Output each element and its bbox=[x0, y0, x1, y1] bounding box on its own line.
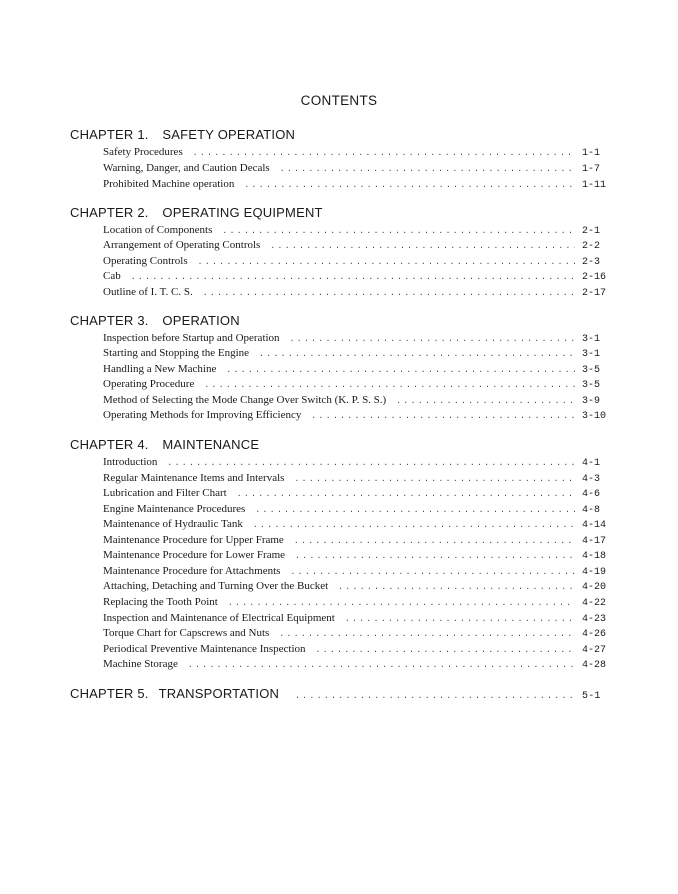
toc-entry-label: Method of Selecting the Mode Change Over Switch (K. P. S. S.) bbox=[103, 394, 387, 406]
toc-entry[interactable] bbox=[103, 596, 606, 611]
toc-entry[interactable] bbox=[103, 612, 606, 627]
toc-entry-label: Operating Methods for Improving Efficiency bbox=[103, 409, 302, 421]
toc-page-number: 4-8 bbox=[582, 505, 601, 516]
toc-entry[interactable] bbox=[103, 487, 606, 502]
dot-leader bbox=[338, 583, 575, 592]
toc-page-number: 2-17 bbox=[581, 288, 606, 299]
toc-page-number: 4-17 bbox=[581, 536, 606, 547]
toc-entry-label: Maintenance Procedure for Attachments bbox=[103, 565, 281, 577]
toc-entry-label: Inspection and Maintenance of Electrical Equipment bbox=[103, 612, 335, 624]
dot-leader bbox=[345, 615, 575, 624]
toc-page-number: 1-1 bbox=[582, 148, 601, 159]
toc-page-number: 3-5 bbox=[582, 380, 601, 391]
dot-leader bbox=[396, 397, 575, 406]
dot-leader bbox=[228, 599, 575, 608]
toc-entry-label: Regular Maintenance Items and Intervals bbox=[103, 472, 285, 484]
toc-entry[interactable] bbox=[103, 456, 606, 471]
chapter-number: CHAPTER 4. bbox=[70, 437, 149, 452]
toc-entry[interactable] bbox=[103, 146, 606, 161]
toc-page-number: 4-27 bbox=[581, 645, 606, 656]
toc-entry[interactable] bbox=[103, 378, 606, 393]
chapter-number: CHAPTER 1. bbox=[70, 127, 149, 142]
toc-page-number: 2-1 bbox=[582, 226, 601, 237]
toc-page-number: 1-7 bbox=[582, 164, 601, 175]
dot-leader bbox=[244, 181, 575, 190]
toc-entry[interactable] bbox=[103, 534, 606, 549]
toc-entry-label: Starting and Stopping the Engine bbox=[103, 347, 250, 359]
toc-page-number: 4-28 bbox=[581, 660, 606, 671]
chapter-title: OPERATING EQUIPMENT bbox=[162, 205, 323, 220]
dot-leader bbox=[280, 165, 575, 174]
toc-entry[interactable] bbox=[103, 643, 606, 658]
toc-entry-label: Attaching, Detaching and Turning Over the Bucket bbox=[103, 580, 329, 592]
toc-entry-label: Handling a New Machine bbox=[103, 363, 217, 375]
toc-entry-label: Torque Chart for Capscrews and Nuts bbox=[103, 627, 270, 639]
toc-page-number: 3-1 bbox=[582, 349, 601, 360]
toc-entry-label: Replacing the Tooth Point bbox=[103, 596, 218, 608]
toc-entry[interactable] bbox=[103, 363, 606, 378]
toc-entry[interactable] bbox=[103, 627, 606, 642]
dot-leader bbox=[204, 381, 575, 390]
dot-leader bbox=[226, 366, 575, 375]
dot-leader bbox=[311, 412, 575, 421]
toc-entry-label: Operating Procedure bbox=[103, 378, 195, 390]
toc-entry-label: Maintenance Procedure for Lower Frame bbox=[103, 549, 286, 561]
toc-entry[interactable] bbox=[103, 178, 606, 193]
dot-leader bbox=[295, 692, 575, 701]
toc-page-number: 4-20 bbox=[581, 582, 606, 593]
dot-leader bbox=[167, 459, 575, 468]
toc-entry[interactable] bbox=[103, 332, 606, 347]
toc-page-number: 3-10 bbox=[581, 411, 606, 422]
toc-entry-label: Machine Storage bbox=[103, 658, 178, 670]
toc-entry-label: Warning, Danger, and Caution Decals bbox=[103, 162, 270, 174]
dot-leader bbox=[203, 289, 575, 298]
toc-entry[interactable] bbox=[103, 347, 606, 362]
toc-entry-label: Maintenance Procedure for Upper Frame bbox=[103, 534, 284, 546]
toc-entry[interactable] bbox=[103, 580, 606, 595]
chapter-title: MAINTENANCE bbox=[162, 437, 260, 452]
toc-page-number: 4-14 bbox=[581, 520, 606, 531]
chapter-heading bbox=[70, 205, 610, 220]
dot-leader bbox=[253, 521, 575, 530]
toc-entry-label: Lubrication and Filter Chart bbox=[103, 487, 227, 499]
chapter-heading bbox=[70, 127, 610, 142]
toc-page-number: 4-19 bbox=[581, 567, 606, 578]
chapter-heading[interactable] bbox=[70, 686, 606, 702]
toc-page-number: 3-9 bbox=[582, 396, 601, 407]
toc-entry[interactable] bbox=[103, 224, 606, 239]
dot-leader bbox=[237, 490, 575, 499]
toc-entry-label: Inspection before Startup and Operation bbox=[103, 332, 280, 344]
toc-entry[interactable] bbox=[103, 409, 606, 424]
dot-leader bbox=[316, 646, 575, 655]
dot-leader bbox=[222, 227, 575, 236]
toc-page-number: 4-23 bbox=[581, 614, 606, 625]
toc-entry-label: Cab bbox=[103, 270, 121, 282]
toc-entry-label: Operating Controls bbox=[103, 255, 188, 267]
toc-entry[interactable] bbox=[103, 472, 606, 487]
dot-leader bbox=[290, 335, 575, 344]
toc-entry[interactable] bbox=[103, 162, 606, 177]
toc-entry-label: Engine Maintenance Procedures bbox=[103, 503, 246, 515]
dot-leader bbox=[290, 568, 575, 577]
toc-page-number: 4-3 bbox=[582, 474, 601, 485]
chapter-number: CHAPTER 3. bbox=[70, 313, 149, 328]
toc-entry-label: Safety Procedures bbox=[103, 146, 183, 158]
toc-entry-label: Location of Components bbox=[103, 224, 213, 236]
toc-entry-label: Periodical Preventive Maintenance Inspection bbox=[103, 643, 306, 655]
dot-leader bbox=[295, 552, 575, 561]
toc-page-number: 1-11 bbox=[581, 180, 606, 191]
dot-leader bbox=[294, 537, 575, 546]
chapter-title: OPERATION bbox=[162, 313, 240, 328]
toc-entry[interactable] bbox=[103, 549, 606, 564]
dot-leader bbox=[255, 506, 575, 515]
toc-entry[interactable] bbox=[103, 394, 606, 409]
chapter-heading bbox=[70, 437, 610, 452]
toc-entry[interactable] bbox=[103, 286, 606, 301]
dot-leader bbox=[259, 350, 575, 359]
chapter-title: TRANSPORTATION bbox=[158, 686, 280, 701]
toc-page-number: 2-16 bbox=[581, 272, 606, 283]
toc-entry-label: Introduction bbox=[103, 456, 158, 468]
toc-page-number: 4-18 bbox=[581, 551, 606, 562]
page-title: CONTENTS bbox=[300, 93, 378, 108]
dot-leader bbox=[188, 661, 575, 670]
toc-page-number: 4-6 bbox=[582, 489, 601, 500]
chapter-heading bbox=[70, 313, 610, 328]
toc-page-number: 2-3 bbox=[582, 257, 601, 268]
toc-entry-label: Maintenance of Hydraulic Tank bbox=[103, 518, 243, 530]
toc-page-number: 4-26 bbox=[581, 629, 606, 640]
toc-entry-label: Outline of I. T. C. S. bbox=[103, 286, 193, 298]
chapter-number: CHAPTER 5. bbox=[70, 686, 149, 701]
dot-leader bbox=[193, 149, 575, 158]
toc-entry[interactable] bbox=[103, 270, 606, 285]
toc-entry[interactable] bbox=[103, 658, 606, 673]
chapter-number: CHAPTER 2. bbox=[70, 205, 149, 220]
toc-page-number: 4-22 bbox=[581, 598, 606, 609]
toc-entry-label: Prohibited Machine operation bbox=[103, 178, 235, 190]
dot-leader bbox=[279, 630, 575, 639]
toc-entry[interactable] bbox=[103, 503, 606, 518]
toc-page-number: 4-1 bbox=[582, 458, 601, 469]
toc-entry[interactable] bbox=[103, 565, 606, 580]
toc-entry[interactable] bbox=[103, 255, 606, 270]
toc-page-number: 2-2 bbox=[582, 241, 601, 252]
chapter-title: SAFETY OPERATION bbox=[162, 127, 296, 142]
toc-page-number: 5-1 bbox=[582, 691, 601, 702]
dot-leader bbox=[131, 273, 575, 282]
toc-entry[interactable] bbox=[103, 239, 606, 254]
dot-leader bbox=[198, 258, 575, 267]
dot-leader bbox=[294, 475, 575, 484]
toc-entry[interactable] bbox=[103, 518, 606, 533]
toc-page-number: 3-5 bbox=[582, 365, 601, 376]
toc-entry-label: Arrangement of Operating Controls bbox=[103, 239, 261, 251]
toc-page-number: 3-1 bbox=[582, 334, 601, 345]
dot-leader bbox=[270, 242, 575, 251]
